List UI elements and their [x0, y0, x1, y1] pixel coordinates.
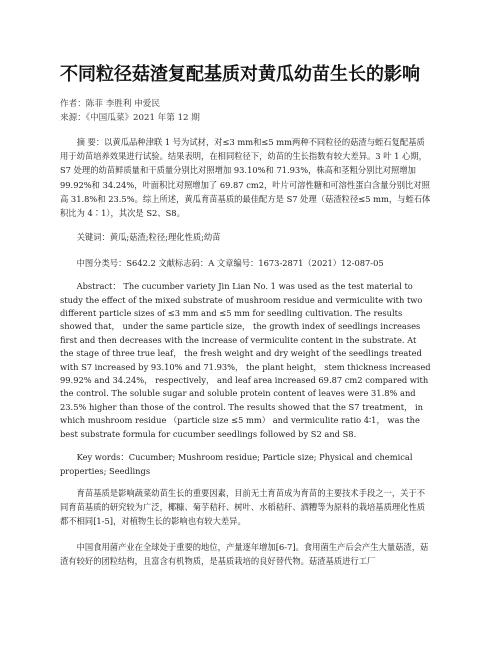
abstract-english: Abstract： The cucumber variety Jin Lian No. 1 was used as the test material to study the effect of the mixed substrate of mushroom residue and vermiculite with two different particle sizes of ≤3 mm and ≤5 mm for seedling cultivation. The results showed that， under the same particle size， the growth index of seedlings increases first and then decreases with the increase of vermiculite content in the substrate. At the stage of three true leaf， the fresh weight and dry weight of the seedlings treated with S7 increased by 93.10% and 71.93%， the plant height， stem thickness increased 99.92% and 34.24%， respectively， and leaf area increased 69.87 cm2 compared with the control. The soluble sugar and soluble protein content of leaves were 31.8% and 23.5% higher than those of the control. The results showed that the S7 treatment， in which mushroom residue （particle size ≤5 mm） and vermiculite ratio 4∶1， was the best substrate formula for cucumber seedlings followed by S2 and S8. — [60, 281, 431, 439]
keywords-chinese: 关键词：黄瓜;菇渣;粒径;理化性质;幼苗 — [76, 232, 221, 243]
article-title: 不同粒径菇渣复配基质对黄瓜幼苗生长的影响 — [60, 64, 420, 85]
article-authors: 作者：陈菲 李胜利 申爱民 — [60, 99, 160, 109]
abstract-chinese: 摘 要：以黄瓜品种津联 1 号为试材，对≤3 mm和≤5 mm两种不同粒径的菇渣与蛭石复配基质用于幼苗培养效果进行试验。结果表明，在相同粒径下，幼苗的生长指数有较大差异。3 叶 1 心期，S7 处理的幼苗鲜质量和干质量分别比对照增加 93.10%和 71.93%，株高和茎粗分别比对照增加 99.92%和 34.24%，叶面积比对照增加了 69.87 cm2，叶片可溶性糖和可溶性蛋白含量分别比对照高 31.8%和 23.5%。综上所述，黄瓜育苗基质的最佳配方是 S7 处理（菇渣粒径≤5 mm，与蛭石体积比为 4∶1），其次是 S2、S8。 — [60, 137, 431, 219]
keywords-english: Key words：Cucumber; Mushroom residue; Particle size; Physical and chemical properties; Seedlings — [60, 452, 413, 476]
body-paragraph-1: 育苗基质是影响蔬菜幼苗生长的重要因素，目前无土育苗成为育苗的主要技术手段之一，关于不同育苗基质的研究较为广泛，椰糠、菊芋秸秆、树叶、水稻秸秆、酒糟等为原料的栽培基质理化性质都不相同[1-5]，对植物生长的影响也有较大差异。 — [60, 487, 426, 526]
body-paragraph-2: 中国食用菌产业在全球处于重要的地位，产量逐年增加[6-7]。食用菌生产后会产生大量菇渣，菇渣有较好的团粒结构，且富含有机物质，是基质栽培的良好替代物。菇渣基质进行工厂 — [60, 541, 429, 566]
article-source: 来源：《中国瓜菜》2021 年第 12 期 — [60, 113, 200, 123]
classification-line: 中图分类号：S642.2 文献标志码：A 文章编号：1673-2871（2021）12-087-05 — [76, 258, 384, 269]
